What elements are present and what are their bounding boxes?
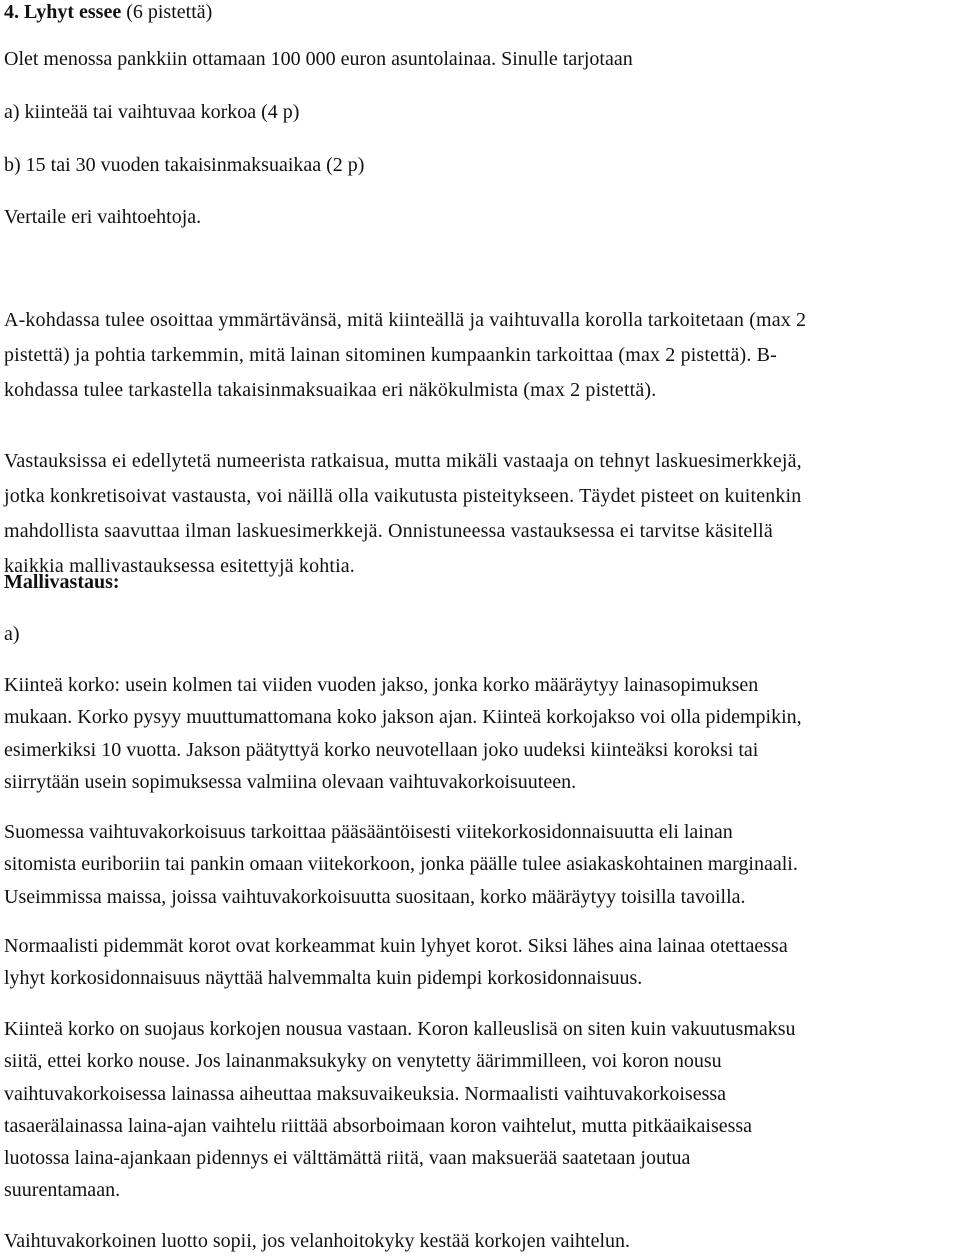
answer-line: Normaalisti pidemmät korot ovat korkeammat kuin lyhyet korot. Siksi lähes aina lainaa otettaessa <box>4 935 788 957</box>
answer-line: mukaan. Korko pysyy muuttumattomana koko jakson ajan. Kiinteä korkojakso voi olla pidempikin, <box>4 706 802 729</box>
task-title <box>4 0 212 25</box>
answer-line: Useimmissa maissa, joissa vaihtuvakorkoisuutta suositaan, korko määräytyy toisilla tavoilla. <box>4 885 746 908</box>
grading-notes-line: Vastauksissa ei edellytetä numeerista ratkaisua, mutta mikäli vastaaja on tehnyt laskuesimerkkejä, <box>4 450 802 472</box>
answer-paragraph-fixed-rate <box>4 669 956 798</box>
answer-line: vaihtuvakorkoisessa lainassa aiheuttaa maksuvaikeuksia. Normaalisti vaihtuvakorkoisessa <box>4 1082 727 1105</box>
grading-notes-line: jotka konkretisoivat vastausta, voi näillä olla vaikutusta pisteitykseen. Täydet pisteet on kuitenkin <box>4 485 802 507</box>
grading-notes-line: kaikkia mallivastauksessa esitettyjä kohtia. <box>4 555 355 577</box>
grading-notes-line: mahdollista saavuttaa ilman laskuesimerkkejä. Onnistuneessa vastauksessa ei tarvitse käsitellä <box>4 520 773 542</box>
answer-line: Kiinteä korko on suojaus korkojen nousua vastaan. Koron kalleuslisä on siten kuin vakuutusmaksu <box>4 1018 796 1040</box>
answer-paragraph-rate-lengths <box>4 930 956 995</box>
grading-criteria-line: kohdassa tulee tarkastella takaisinmaksuaikaa eri näkökulmista (max 2 pistettä). <box>4 379 657 401</box>
task-option-a: a) kiinteää tai vaihtuvaa korkoa (4 p) <box>4 101 300 123</box>
model-answer-part-label: a) <box>4 623 20 645</box>
answer-line: Suomessa vaihtuvakorkoisuus tarkoittaa pääsääntöisesti viitekorkosidonnaisuutta eli lainan <box>4 821 733 843</box>
grading-criteria-line: pistettä) ja pohtia tarkemmin, mitä lainan sitominen kumpaankin tarkoittaa (max 2 pistettä). B- <box>4 344 777 366</box>
answer-line: sitomista euriboriin tai pankin omaan viitekorkoon, jonka päälle tulee asiakaskohtainen marginaali. <box>4 853 798 876</box>
answer-line: tasaerälainassa laina-ajan vaihtelu riittää absorboimaan koron vaihtelut, mutta pitkäaikaisessa <box>4 1114 753 1137</box>
answer-line: esimerkiksi 10 vuotta. Jakson päätyttyä korko neuvotellaan joko uudeksi kiinteäksi koroksi tai <box>4 738 759 761</box>
answer-line: Kiinteä korko: usein kolmen tai viiden vuoden jakso, jonka korko määräytyy lainasopimuksen <box>4 674 759 696</box>
task-instruction: Vertaile eri vaihtoehtoja. <box>4 206 202 228</box>
answer-line: lyhyt korkosidonnaisuus näyttää halvemmalta kuin pidempi korkosidonnaisuus. <box>4 967 643 990</box>
grading-criteria <box>4 303 956 408</box>
grading-notes <box>4 444 956 584</box>
answer-paragraph-protection <box>4 1013 956 1207</box>
task-points: (6 pistettä) <box>126 1 213 23</box>
task-option-b: b) 15 tai 30 vuoden takaisinmaksuaikaa (2 p) <box>4 154 365 176</box>
model-answer-heading: Mallivastaus: <box>4 571 120 593</box>
answer-paragraph-variable-rate <box>4 816 956 913</box>
answer-line: luotossa laina-ajankaan pidennys ei välttämättä riitä, vaan maksuerää saatetaan joutua <box>4 1147 691 1170</box>
answer-line: Vaihtuvakorkoinen luotto sopii, jos velanhoitokyky kestää korkojen vaihtelun. <box>4 1230 631 1252</box>
answer-line: siirrytään usein sopimuksessa valmiina olevaan vaihtuvakorkoisuuteen. <box>4 770 577 793</box>
answer-paragraph-conclusion <box>4 1225 956 1257</box>
answer-line: suurentamaan. <box>4 1179 121 1202</box>
answer-line: siitä, ettei korko nouse. Jos lainanmaksukyky on venytetty äärimmilleen, voi koron nousu <box>4 1050 722 1073</box>
task-intro: Olet menossa pankkiin ottamaan 100 000 euron asuntolainaa. Sinulle tarjotaan <box>4 48 633 70</box>
task-number-title: 4. Lyhyt essee <box>4 1 122 23</box>
grading-criteria-line: A-kohdassa tulee osoittaa ymmärtävänsä, mitä kiinteällä ja vaihtuvalla korolla tarkoitetaan (max 2 <box>4 309 807 331</box>
